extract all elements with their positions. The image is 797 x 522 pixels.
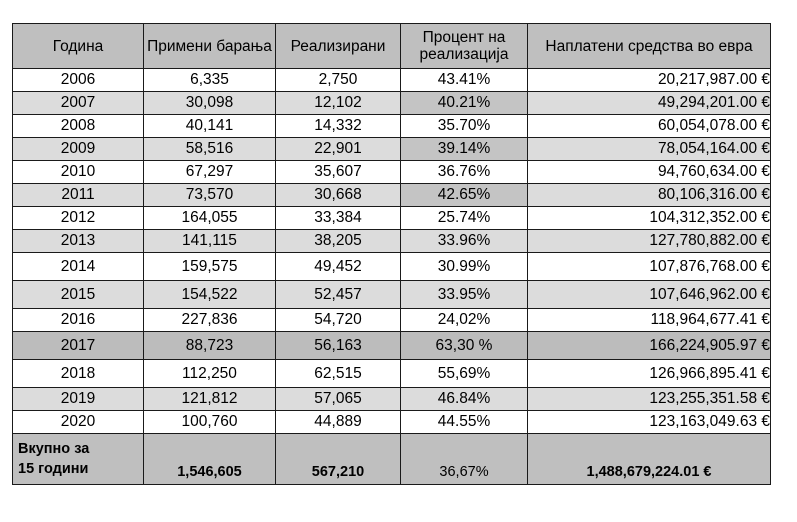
header-year: Година bbox=[13, 24, 144, 69]
header-percent: Процент на реализација bbox=[401, 24, 528, 69]
header-received: Примени барања bbox=[144, 24, 276, 69]
year-cell: 2006 bbox=[13, 69, 144, 92]
received-cell: 67,297 bbox=[144, 161, 276, 184]
year-cell: 2013 bbox=[13, 230, 144, 253]
received-cell: 159,575 bbox=[144, 253, 276, 281]
realized-cell: 2,750 bbox=[276, 69, 401, 92]
percent-cell: 24,02% bbox=[401, 309, 528, 332]
statistics-table bbox=[12, 23, 771, 485]
realized-cell: 35,607 bbox=[276, 161, 401, 184]
total-received: 1,546,605 bbox=[144, 434, 276, 485]
received-cell: 112,250 bbox=[144, 360, 276, 388]
table-row bbox=[13, 411, 771, 434]
percent-cell: 25.74% bbox=[401, 207, 528, 230]
year-cell: 2009 bbox=[13, 138, 144, 161]
table-header-row bbox=[13, 24, 771, 69]
paid-cell: 123,255,351.58 € bbox=[528, 388, 771, 411]
total-label bbox=[13, 434, 144, 485]
percent-cell: 55,69% bbox=[401, 360, 528, 388]
header-paid: Наплатени средства во евра bbox=[528, 24, 771, 69]
paid-cell: 123,163,049.63 € bbox=[528, 411, 771, 434]
year-cell: 2014 bbox=[13, 253, 144, 281]
received-cell: 30,098 bbox=[144, 92, 276, 115]
paid-cell: 104,312,352.00 € bbox=[528, 207, 771, 230]
percent-cell: 30.99% bbox=[401, 253, 528, 281]
realized-cell: 38,205 bbox=[276, 230, 401, 253]
table-row bbox=[13, 360, 771, 388]
table-row bbox=[13, 207, 771, 230]
paid-cell: 78,054,164.00 € bbox=[528, 138, 771, 161]
percent-cell: 46.84% bbox=[401, 388, 528, 411]
table-row bbox=[13, 230, 771, 253]
realized-cell: 14,332 bbox=[276, 115, 401, 138]
realized-cell: 52,457 bbox=[276, 281, 401, 309]
received-cell: 227,836 bbox=[144, 309, 276, 332]
paid-cell: 126,966,895.41 € bbox=[528, 360, 771, 388]
percent-cell: 40.21% bbox=[401, 92, 528, 115]
paid-cell: 49,294,201.00 € bbox=[528, 92, 771, 115]
table-row bbox=[13, 115, 771, 138]
received-cell: 100,760 bbox=[144, 411, 276, 434]
paid-cell: 166,224,905.97 € bbox=[528, 332, 771, 360]
paid-cell: 80,106,316.00 € bbox=[528, 184, 771, 207]
table-row bbox=[13, 281, 771, 309]
percent-cell: 42.65% bbox=[401, 184, 528, 207]
received-cell: 141,115 bbox=[144, 230, 276, 253]
year-cell: 2020 bbox=[13, 411, 144, 434]
received-cell: 88,723 bbox=[144, 332, 276, 360]
year-cell: 2012 bbox=[13, 207, 144, 230]
year-cell: 2015 bbox=[13, 281, 144, 309]
realized-cell: 22,901 bbox=[276, 138, 401, 161]
received-cell: 40,141 bbox=[144, 115, 276, 138]
realized-cell: 57,065 bbox=[276, 388, 401, 411]
table-row bbox=[13, 92, 771, 115]
table-row bbox=[13, 138, 771, 161]
table-row bbox=[13, 332, 771, 360]
year-cell: 2011 bbox=[13, 184, 144, 207]
percent-cell: 44.55% bbox=[401, 411, 528, 434]
percent-cell: 36.76% bbox=[401, 161, 528, 184]
paid-cell: 107,876,768.00 € bbox=[528, 253, 771, 281]
realized-cell: 12,102 bbox=[276, 92, 401, 115]
year-cell: 2016 bbox=[13, 309, 144, 332]
realized-cell: 33,384 bbox=[276, 207, 401, 230]
realized-cell: 44,889 bbox=[276, 411, 401, 434]
total-realized: 567,210 bbox=[276, 434, 401, 485]
total-label-line1: Вкупно за bbox=[18, 441, 90, 457]
received-cell: 58,516 bbox=[144, 138, 276, 161]
paid-cell: 107,646,962.00 € bbox=[528, 281, 771, 309]
paid-cell: 127,780,882.00 € bbox=[528, 230, 771, 253]
realized-cell: 62,515 bbox=[276, 360, 401, 388]
realized-cell: 49,452 bbox=[276, 253, 401, 281]
total-row bbox=[13, 434, 771, 485]
received-cell: 154,522 bbox=[144, 281, 276, 309]
total-label-line2: 15 години bbox=[18, 461, 89, 477]
received-cell: 164,055 bbox=[144, 207, 276, 230]
received-cell: 121,812 bbox=[144, 388, 276, 411]
total-paid: 1,488,679,224.01 € bbox=[528, 434, 771, 485]
table-row bbox=[13, 69, 771, 92]
paid-cell: 118,964,677.41 € bbox=[528, 309, 771, 332]
total-percent: 36,67% bbox=[401, 434, 528, 485]
table-row bbox=[13, 161, 771, 184]
year-cell: 2017 bbox=[13, 332, 144, 360]
year-cell: 2007 bbox=[13, 92, 144, 115]
year-cell: 2018 bbox=[13, 360, 144, 388]
paid-cell: 94,760,634.00 € bbox=[528, 161, 771, 184]
table-row bbox=[13, 309, 771, 332]
paid-cell: 20,217,987.00 € bbox=[528, 69, 771, 92]
year-cell: 2010 bbox=[13, 161, 144, 184]
year-cell: 2019 bbox=[13, 388, 144, 411]
percent-cell: 33.95% bbox=[401, 281, 528, 309]
realized-cell: 56,163 bbox=[276, 332, 401, 360]
percent-cell: 33.96% bbox=[401, 230, 528, 253]
received-cell: 73,570 bbox=[144, 184, 276, 207]
header-realized: Реализирани bbox=[276, 24, 401, 69]
paid-cell: 60,054,078.00 € bbox=[528, 115, 771, 138]
realized-cell: 30,668 bbox=[276, 184, 401, 207]
percent-cell: 63,30 % bbox=[401, 332, 528, 360]
table-row bbox=[13, 388, 771, 411]
year-cell: 2008 bbox=[13, 115, 144, 138]
percent-cell: 43.41% bbox=[401, 69, 528, 92]
realized-cell: 54,720 bbox=[276, 309, 401, 332]
percent-cell: 39.14% bbox=[401, 138, 528, 161]
received-cell: 6,335 bbox=[144, 69, 276, 92]
percent-cell: 35.70% bbox=[401, 115, 528, 138]
table-row bbox=[13, 253, 771, 281]
table-row bbox=[13, 184, 771, 207]
